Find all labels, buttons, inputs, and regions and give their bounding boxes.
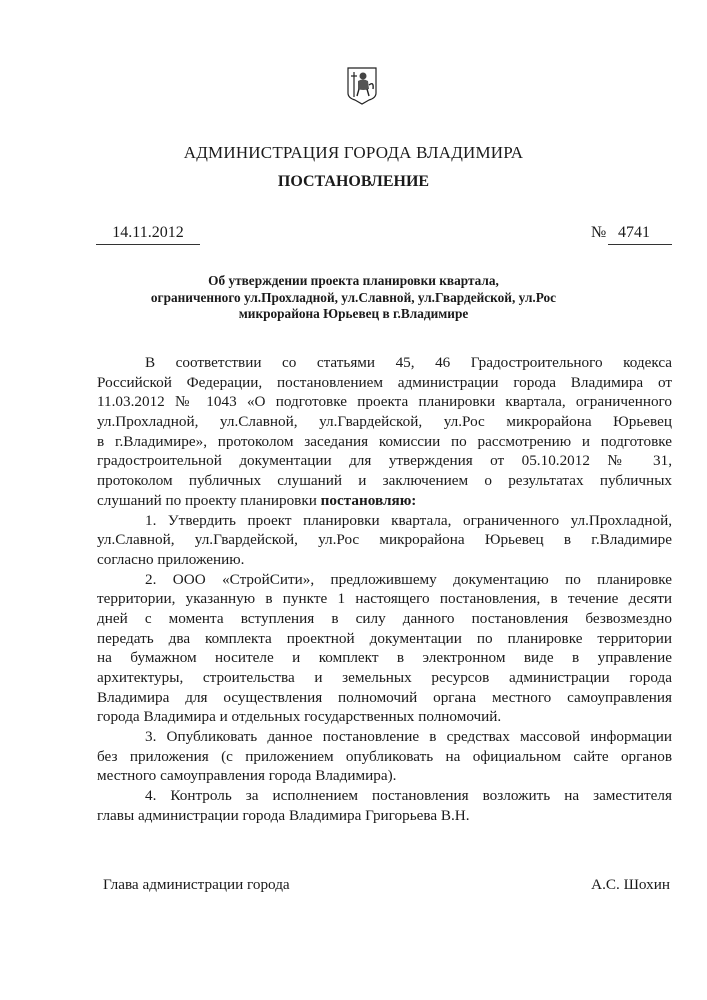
text-line: главы администрации города Владимира Григорьева В.Н.: [97, 806, 470, 824]
text-line: протоколом публичных слушаний и заключением о результатах публичных: [97, 472, 672, 490]
title-line: микрорайона Юрьевец в г.Владимире: [238, 306, 469, 321]
document-date: 14.11.2012: [112, 224, 184, 241]
resolution-keyword: постановляю:: [320, 491, 417, 509]
item-4: [97, 786, 672, 825]
document-type: ПОСТАНОВЛЕНИЕ: [277, 173, 430, 190]
text-line: 3. Опубликовать данное постановление в средствах массовой информации: [145, 728, 672, 746]
emblem: [347, 67, 377, 105]
date-underline: [96, 244, 200, 245]
item-3: [97, 727, 672, 786]
text-line: ул.Прохладной, ул.Славной, ул.Гвардейской, ул.Рос микрорайона Юрьевец: [97, 413, 672, 431]
item-1: [97, 511, 672, 570]
text-line: без приложения (с приложением опубликовать на официальном сайте органов: [97, 747, 672, 765]
document-title: [0, 273, 707, 323]
title-line: ограниченного ул.Прохладной, ул.Славной, ул.Гвардейской, ул.Рос: [150, 289, 557, 305]
text-line: в г.Владимире», протоколом заседания комиссии по рассмотрению и подготовке: [97, 432, 672, 450]
text-line: ул.Славной, ул.Гвардейской, ул.Рос микрорайона Юрьевец в г.Владимире: [97, 531, 672, 549]
text-line: [97, 491, 672, 511]
text-line: 2. ООО «СтройСити», предложившему документацию по планировке: [145, 570, 672, 588]
text-line: Владимира для осуществления полномочий органа местного самоуправления: [97, 688, 672, 706]
text-line: дней с момента вступления в силу данного постановления безвозмездно: [97, 609, 672, 627]
text-line: местного самоуправления города Владимира).: [97, 767, 397, 785]
signatory-position: Глава администрации города: [103, 876, 290, 893]
document-number: 4741: [618, 224, 650, 241]
text-line: градостроительной документации для утверждения от 05.10.2012 № 31,: [97, 452, 672, 470]
title-line: Об утверждении проекта планировки квартала,: [208, 273, 499, 288]
text-line: 1. Утвердить проект планировки квартала, ограниченного ул.Прохладной,: [145, 511, 672, 529]
text-line: 4. Контроль за исполнением постановления возложить на заместителя: [145, 787, 672, 805]
document-body: [97, 353, 672, 826]
text-line: города Владимира и отдельных государственных полномочий.: [97, 708, 502, 726]
text-line: на бумажном носителе и комплект в электронном виде в управление: [97, 649, 672, 667]
text-line: архитектуры, строительства и земельных ресурсов администрации города: [97, 669, 672, 686]
text-line: В соответствии со статьями 45, 46 Градостроительного кодекса: [145, 354, 672, 371]
text-line: территории, указанную в пункте 1 настоящего постановления, в течение десяти: [97, 590, 672, 608]
signatory-name: А.С. Шохин: [591, 876, 670, 893]
text-line: Российской Федерации, постановлением администрации города Владимира от: [97, 373, 672, 391]
text-line: согласно приложению.: [97, 550, 245, 568]
number-underline: [608, 244, 672, 245]
preamble-end: слушаний по проекту планировки: [97, 491, 321, 509]
text-line: 11.03.2012 № 1043 «О подготовке проекта планировки квартала, ограниченного: [97, 393, 672, 411]
item-2: [97, 570, 672, 728]
number-label: №: [591, 224, 607, 241]
text-line: передать два комплекта проектной документации по планировке территории: [97, 629, 672, 647]
preamble-paragraph: [97, 353, 672, 511]
coat-of-arms-icon: [347, 67, 377, 105]
organization-name: АДМИНИСТРАЦИЯ ГОРОДА ВЛАДИМИРА: [183, 143, 524, 162]
